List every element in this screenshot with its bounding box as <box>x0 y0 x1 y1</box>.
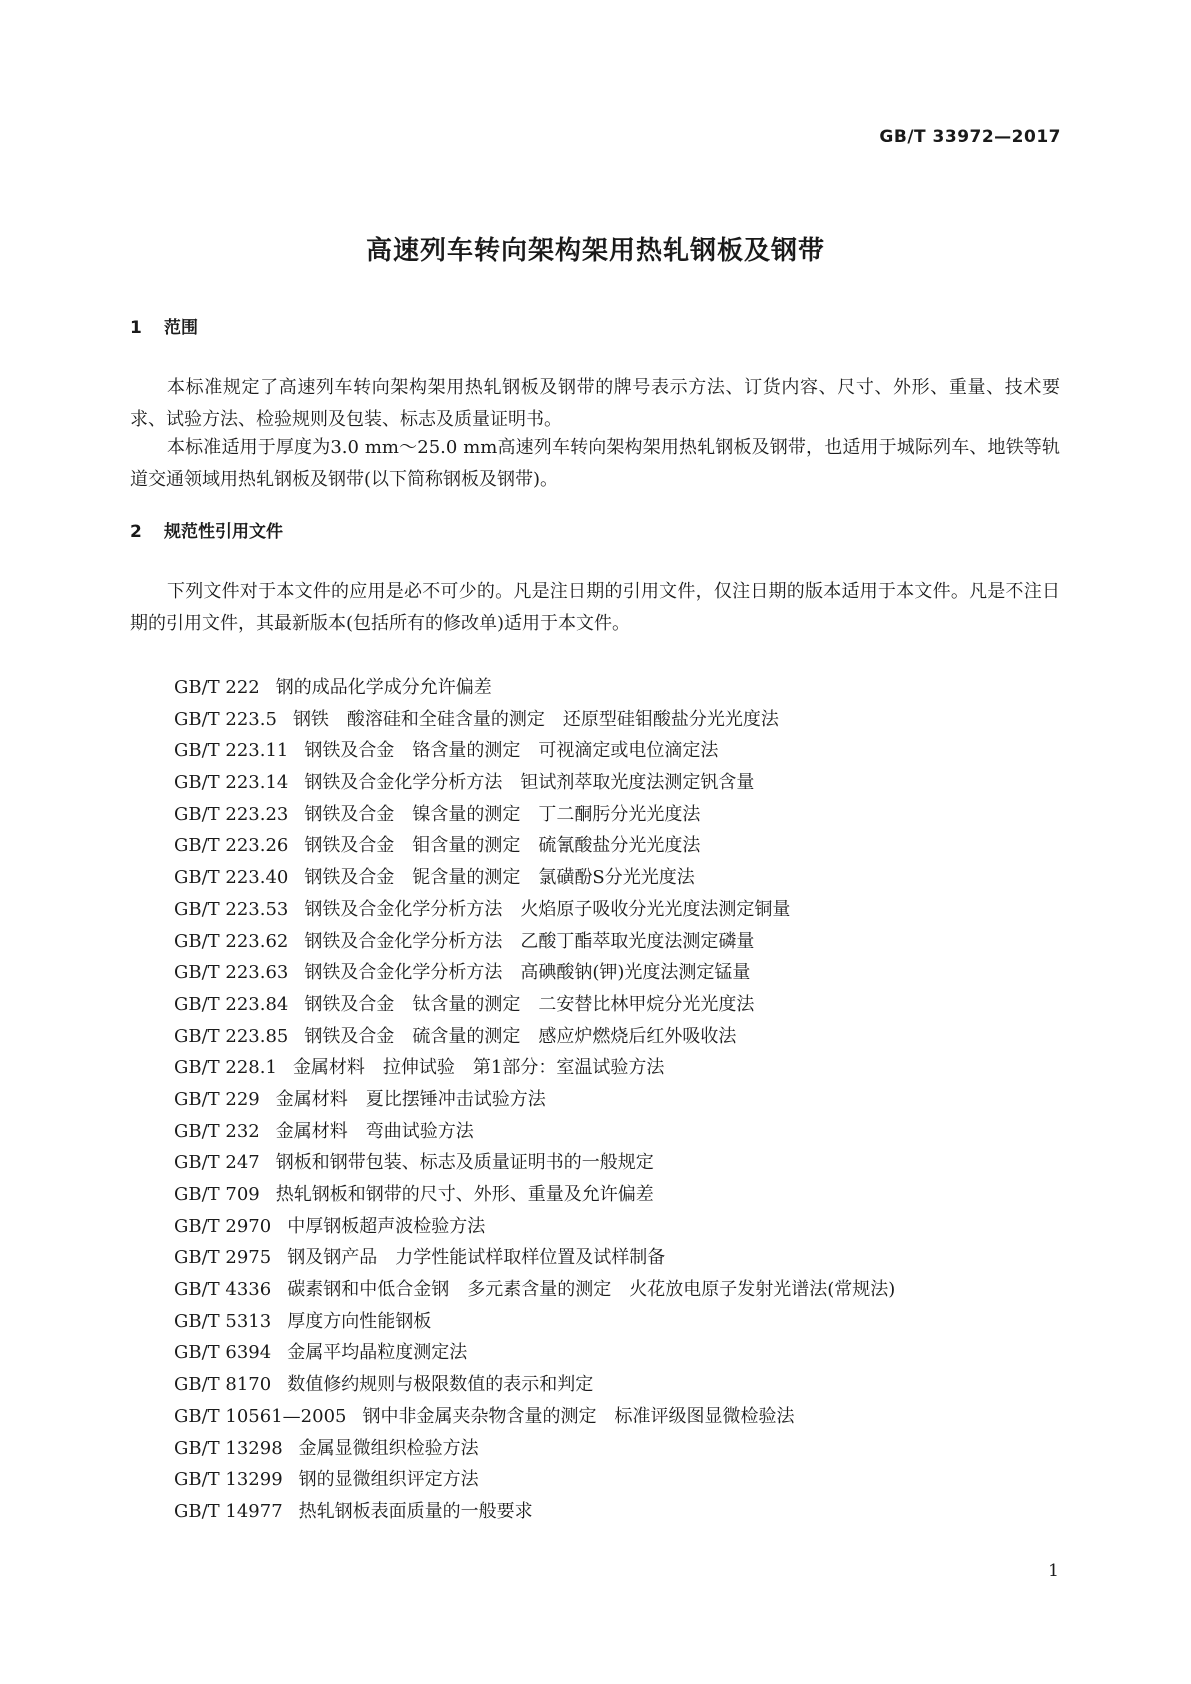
reference-code: GB/T 10561—2005 <box>174 1405 347 1427</box>
list-item <box>174 735 895 767</box>
section-1-paragraph: 本标准适用于厚度为3.0 mm～25.0 mm高速列车转向架构架用热轧钢板及钢带，也适用于城际列车、地铁等轨道交通领域用热轧钢板及钢带(以下简称钢板及钢带)。 <box>130 437 1060 490</box>
list-item <box>174 957 895 989</box>
reference-code: GB/T 2970 <box>174 1215 272 1237</box>
reference-code: GB/T 223.63 <box>174 962 289 984</box>
reference-code: GB/T 223.85 <box>174 1025 289 1047</box>
reference-title: 金属平均晶粒度测定法 <box>287 1342 468 1364</box>
reference-code: GB/T 228.1 <box>174 1057 277 1079</box>
standard-code: GB/T 33972—2017 <box>879 127 1061 147</box>
reference-code: GB/T 247 <box>174 1152 260 1174</box>
reference-title: 钢铁及合金化学分析方法 钽试剂萃取光度法测定钒含量 <box>304 772 755 794</box>
reference-title: 金属显微组织检验方法 <box>298 1437 479 1459</box>
list-item <box>174 1084 895 1116</box>
reference-title: 碳素钢和中低合金钢 多元素含量的测定 火花放电原子发射光谱法(常规法) <box>287 1279 896 1301</box>
reference-title: 金属材料 弯曲试验方法 <box>275 1120 474 1142</box>
list-item <box>174 1242 895 1274</box>
list-item <box>174 1433 895 1465</box>
reference-title: 钢及钢产品 力学性能试样取样位置及试样制备 <box>287 1247 666 1269</box>
normative-references-list <box>174 672 895 1528</box>
reference-title: 钢中非金属夹杂物含量的测定 标准评级图显微检验法 <box>362 1405 795 1427</box>
reference-code: GB/T 223.53 <box>174 898 289 920</box>
list-item <box>174 1211 895 1243</box>
reference-code: GB/T 223.14 <box>174 772 289 794</box>
reference-code: GB/T 13298 <box>174 1437 283 1459</box>
section-title: 规范性引用文件 <box>164 522 283 542</box>
list-item <box>174 799 895 831</box>
list-item <box>174 926 895 958</box>
reference-code: GB/T 232 <box>174 1120 260 1142</box>
section-2-heading <box>130 517 283 542</box>
list-item <box>174 1147 895 1179</box>
list-item <box>174 1337 895 1369</box>
reference-title: 钢铁及合金 钛含量的测定 二安替比林甲烷分光光度法 <box>304 993 755 1015</box>
reference-code: GB/T 223.62 <box>174 930 289 952</box>
list-item <box>174 767 895 799</box>
reference-code: GB/T 223.11 <box>174 740 289 762</box>
reference-title: 钢铁及合金 钼含量的测定 硫氰酸盐分光光度法 <box>304 835 701 857</box>
list-item <box>174 830 895 862</box>
list-item <box>174 704 895 736</box>
section-title: 范围 <box>164 318 198 338</box>
section-1-heading <box>130 313 198 338</box>
reference-code: GB/T 8170 <box>174 1374 272 1396</box>
reference-title: 金属材料 夏比摆锤冲击试验方法 <box>275 1088 546 1110</box>
reference-title: 钢铁及合金 铬含量的测定 可视滴定或电位滴定法 <box>304 740 719 762</box>
reference-code: GB/T 14977 <box>174 1500 283 1522</box>
reference-title: 钢的成品化学成分允许偏差 <box>275 677 492 698</box>
reference-title: 钢铁及合金 硫含量的测定 感应炉燃烧后红外吸收法 <box>304 1025 737 1047</box>
list-item <box>174 1274 895 1306</box>
list-item <box>174 894 895 926</box>
section-1-paragraph: 本标准规定了高速列车转向架构架用热轧钢板及钢带的牌号表示方法、订货内容、尺寸、外形、重量、技术要求、试验方法、检验规则及包装、标志及质量证明书。 <box>130 377 1060 430</box>
list-item <box>174 672 895 704</box>
list-item <box>174 1306 895 1338</box>
document-title: 高速列车转向架构架用热轧钢板及钢带 <box>365 236 825 266</box>
reference-code: GB/T 223.26 <box>174 835 289 857</box>
reference-code: GB/T 13299 <box>174 1469 283 1491</box>
reference-code: GB/T 223.23 <box>174 803 289 825</box>
reference-code: GB/T 223.5 <box>174 708 277 730</box>
list-item <box>174 1464 895 1496</box>
list-item <box>174 862 895 894</box>
section-2-paragraph: 下列文件对于本文件的应用是必不可少的。凡是注日期的引用文件，仅注日期的版本适用于本文件。凡是不注日期的引用文件，其最新版本(包括所有的修改单)适用于本文件。 <box>130 581 1060 634</box>
reference-title: 钢铁及合金化学分析方法 火焰原子吸收分光光度法测定铜量 <box>304 898 791 920</box>
reference-code: GB/T 223.40 <box>174 867 289 889</box>
reference-title: 钢的显微组织评定方法 <box>298 1469 479 1491</box>
list-item <box>174 1021 895 1053</box>
reference-code: GB/T 709 <box>174 1184 260 1205</box>
reference-title: 钢铁及合金化学分析方法 高碘酸钠(钾)光度法测定锰量 <box>304 962 751 984</box>
reference-title: 热轧钢板和钢带的尺寸、外形、重量及允许偏差 <box>275 1184 654 1205</box>
reference-title: 钢铁及合金 镍含量的测定 丁二酮肟分光光度法 <box>304 803 701 825</box>
list-item <box>174 1401 895 1433</box>
reference-title: 热轧钢板表面质量的一般要求 <box>298 1500 533 1522</box>
list-item <box>174 1496 895 1528</box>
reference-title: 钢铁及合金 铌含量的测定 氯磺酚S分光光度法 <box>304 867 695 889</box>
page-number: 1 <box>1048 1561 1059 1581</box>
reference-code: GB/T 229 <box>174 1088 260 1110</box>
reference-code: GB/T 223.84 <box>174 993 289 1015</box>
reference-title: 钢铁 酸溶硅和全硅含量的测定 还原型硅钼酸盐分光光度法 <box>292 708 779 730</box>
list-item <box>174 1116 895 1148</box>
reference-code: GB/T 222 <box>174 677 260 698</box>
list-item <box>174 1179 895 1211</box>
reference-title: 金属材料 拉伸试验 第1部分：室温试验方法 <box>292 1057 665 1079</box>
section-number: 2 <box>130 522 142 542</box>
reference-title: 中厚钢板超声波检验方法 <box>287 1215 486 1237</box>
reference-code: GB/T 6394 <box>174 1342 272 1364</box>
reference-code: GB/T 5313 <box>174 1310 272 1332</box>
reference-title: 数值修约规则与极限数值的表示和判定 <box>287 1374 594 1396</box>
reference-code: GB/T 2975 <box>174 1247 272 1269</box>
reference-code: GB/T 4336 <box>174 1279 272 1301</box>
reference-title: 钢铁及合金化学分析方法 乙酸丁酯萃取光度法测定磷量 <box>304 930 755 952</box>
section-number: 1 <box>130 318 142 338</box>
reference-title: 厚度方向性能钢板 <box>287 1310 432 1332</box>
list-item <box>174 989 895 1021</box>
list-item <box>174 1052 895 1084</box>
reference-title: 钢板和钢带包装、标志及质量证明书的一般规定 <box>275 1152 654 1174</box>
list-item <box>174 1369 895 1401</box>
